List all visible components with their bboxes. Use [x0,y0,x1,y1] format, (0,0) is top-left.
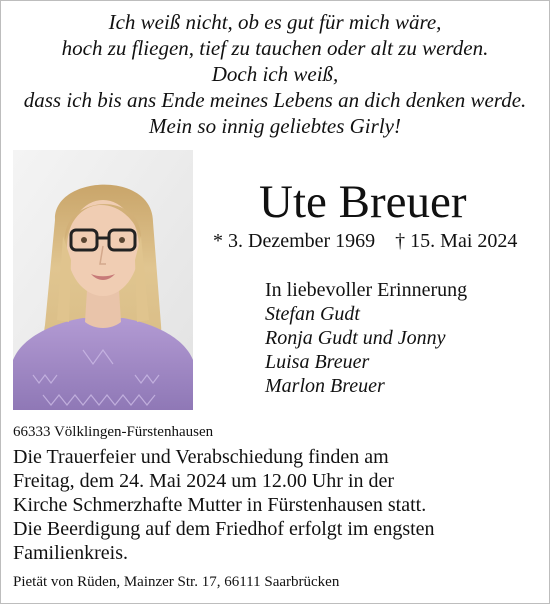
announcement-line: Familienkreis. [13,542,128,564]
undertaker-info: Pietät von Rüden, Mainzer Str. 17, 66111 Saarbrücken [13,574,340,590]
mourner-name: Stefan Gudt [265,303,360,325]
portrait-illustration [13,150,193,410]
mourner-name: Ronja Gudt und Jonny [265,327,446,349]
announcement-line: Kirche Schmerzhafte Mutter in Fürstenhausen statt. [13,494,427,516]
mourner-name: Marlon Breuer [265,375,385,397]
mourners-block [265,278,467,398]
poem [1,9,549,139]
deceased-name: Ute Breuer [259,176,467,228]
life-dates [213,229,517,253]
memorial-intro: In liebevoller Erinnerung [265,279,468,301]
death-date: † 15. Mai 2024 [395,230,518,252]
poem-line: Doch ich weiß, [211,62,339,86]
portrait-photo [13,150,193,410]
announcement-line: Freitag, dem 24. Mai 2024 um 12.00 Uhr in der [13,470,395,492]
funeral-announcement [13,445,543,565]
poem-line: hoch zu fliegen, tief zu tauchen oder alt zu werden. [61,36,489,60]
announcement-line: Die Trauerfeier und Verabschiedung finden am [13,446,389,468]
location: 66333 Völklingen-Fürstenhausen [13,424,214,440]
announcement-line: Die Beerdigung auf dem Friedhof erfolgt im engsten [13,518,435,540]
poem-line: dass ich bis ans Ende meines Lebens an dich denken werde. [23,88,527,112]
poem-line: Mein so innig geliebtes Girly! [149,114,401,138]
birth-date: * 3. Dezember 1969 [213,230,376,252]
poem-line: Ich weiß nicht, ob es gut für mich wäre, [108,10,442,34]
mourner-name: Luisa Breuer [265,351,370,373]
